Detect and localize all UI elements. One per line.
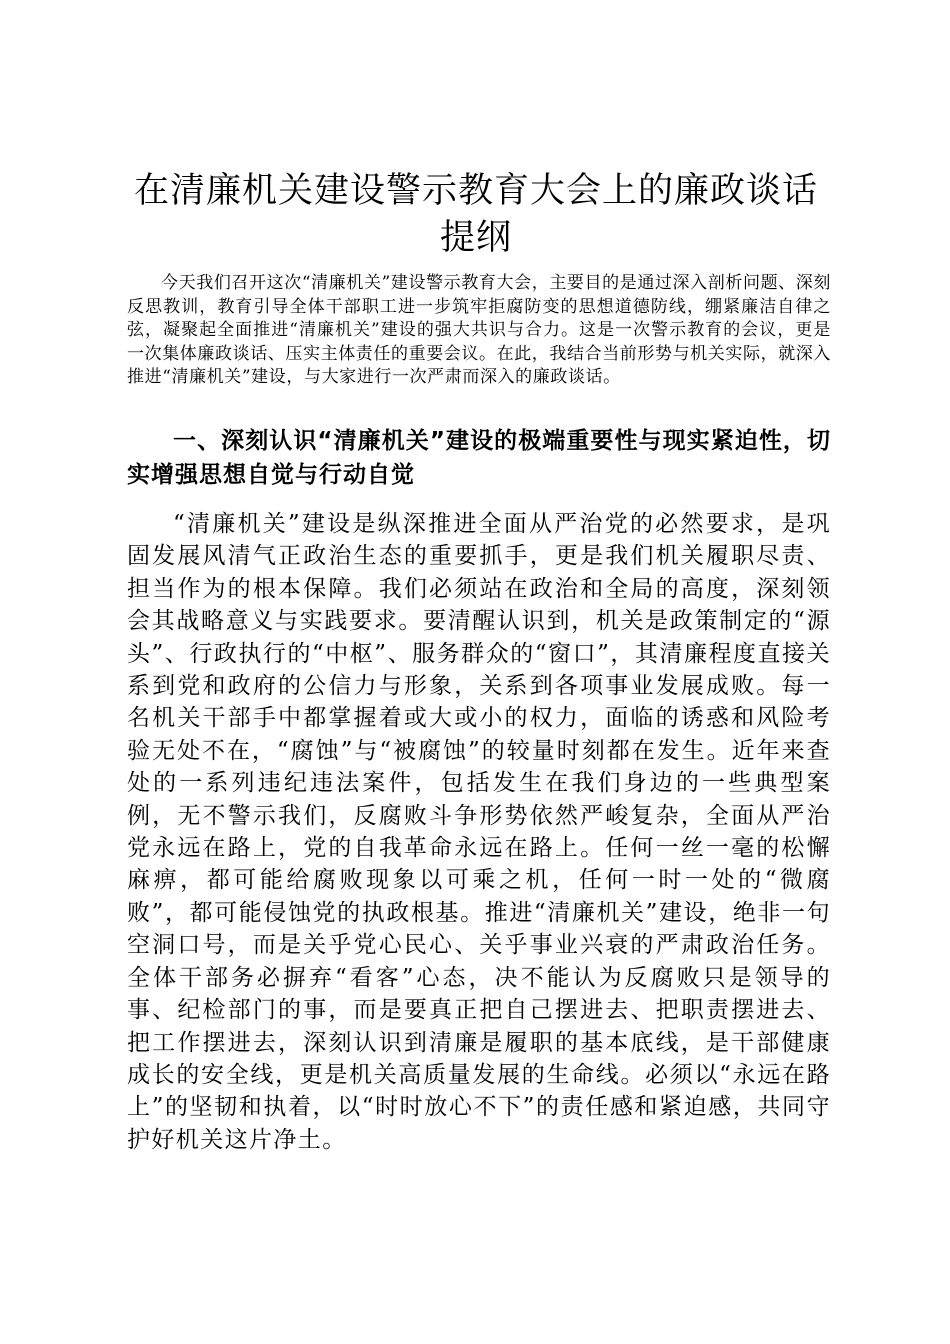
section-1-body: “清廉机关”建设是纵深推进全面从严治党的必然要求，是巩固发展风清气正政治生态的重要抓手，更是我们机关履职尽责、担当作为的根本保障。我们必须站在政治和全局的高度，深刻领会其战略意义与实践要求。要清醒认识到，机关是政策制定的“源头”、行政执行的“中枢”、服务群众的“窗口”，其清廉程度直接关系到党和政府的公信力与形象，关系到各项事业发展成败。每一名机关干部手中都掌握着或大或小的权力，面临的诱惑和风险考验无处不在，“腐蚀”与“被腐蚀”的较量时刻都在发生。近年来查处的一系列违纪违法案件，包括发生在我们身边的一些典型案例，无不警示我们，反腐败斗争形势依然严峻复杂，全面从严治党永远在路上，党的自我革命永远在路上。任何一丝一毫的松懈麻痹，都可能给腐败现象以可乘之机，任何一时一处的“微腐败”，都可能侵蚀党的执政根基。推进“清廉机关”建设，绝非一句空洞口号，而是关乎党心民心、关乎事业兴衰的严肃政治任务。全体干部务必摒弃“看客”心态，决不能认为反腐败只是领导的事、纪检部门的事，而是要真正把自己摆进去、把职责摆进去、把工作摆进去，深刻认识到清廉是履职的基本底线，是干部健康成长的安全线，更是机关高质量发展的生命线。必须以“永远在路上”的坚韧和执着，以“时时放心不下”的责任感和紧迫感，共同守护好机关这片净土。 (127, 511, 831, 1153)
document-title: 在清廉机关建设警示教育大会上的廉政谈话提纲 (133, 171, 818, 258)
intro-paragraph: 今天我们召开这次“清廉机关”建设警示教育大会，主要目的是通过深入剖析问题、深刻反思教训，教育引导全体干部职工进一步筑牢拒腐防变的思想道德防线，绷紧廉洁自律之弦，凝聚起全面推进“清廉机关”建设的强大共识与合力。这是一次警示教育的会议，更是一次集体廉政谈话、压实主体责任的重要会议。在此，我结合当前形势与机关实际，就深入推进“清廉机关”建设，与大家进行一次严肃而深入的廉政谈话。 (127, 273, 831, 387)
section-1-heading: 一、深刻认识“清廉机关”建设的极端重要性与现实紧迫性，切实增强思想自觉与行动自觉 (127, 428, 831, 488)
